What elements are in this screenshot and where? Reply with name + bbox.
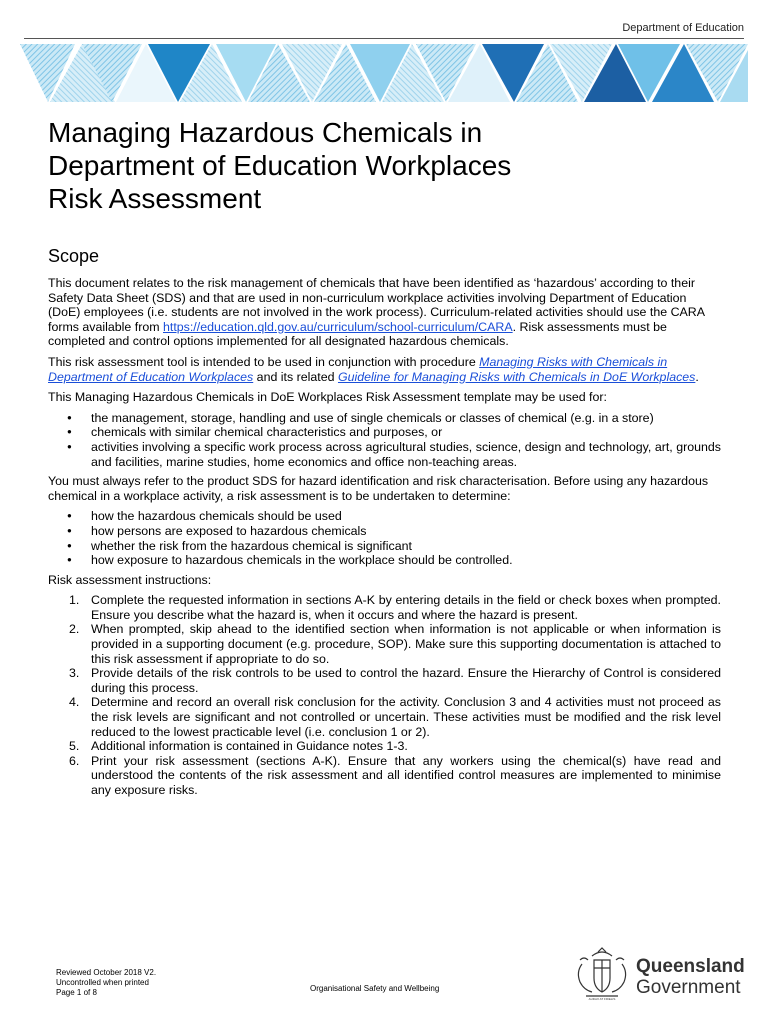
determine-list	[48, 509, 721, 567]
list-item: ● the management, storage, handling and use of single chemicals or classes of chemical (e.g. in a store)	[91, 411, 721, 426]
title-line-1: Managing Hazardous Chemicals in	[48, 117, 483, 148]
header-rule	[24, 38, 744, 39]
paragraph-template-use: This Managing Hazardous Chemicals in DoE Workplaces Risk Assessment template may be used for:	[48, 390, 607, 405]
paragraph-instructions-heading: Risk assessment instructions:	[48, 572, 212, 587]
instruction-item: 5. Additional information is contained in Guidance notes 1-3.	[69, 739, 408, 754]
instruction-item: 4. Determine and record an overall risk conclusion for the activity. Conclusion 3 and 4 activities must not proceed as the risk levels are significant and not controlled or uncertain. These activities must be modified and the risk level reduced to the lowest practicable level (i.e. conclusion 1 or 2).	[69, 695, 721, 739]
paragraph-tool-text-end: .	[695, 369, 699, 384]
list-item: ● how persons are exposed to hazardous chemicals	[91, 524, 721, 539]
list-item: ● how exposure to hazardous chemicals in the workplace should be controlled.	[91, 553, 721, 568]
list-item: ● how the hazardous chemicals should be used	[91, 509, 721, 524]
department-label: Department of Education	[622, 22, 744, 34]
instructions-list	[48, 593, 721, 797]
template-use-list	[48, 411, 721, 469]
footer-uncontrolled: Uncontrolled when printed	[56, 978, 149, 987]
queensland-government-wordmark	[636, 956, 745, 998]
paragraph-intro-text: This document relates to the risk management of chemicals that have been identified as ‘hazardous’ according to their Safety Data Sheet (SDS) and that are used in non-curriculum workplace activities involving Department of Education (DoE) employees (i.e. students are not involved in the work process). Curriculum-related activities should use the CARA forms available from	[48, 276, 705, 334]
svg-text:AUDAX AT FIDELIS: AUDAX AT FIDELIS	[588, 997, 616, 1001]
instruction-item: 6. Print your risk assessment (sections A-K). Ensure that any workers using the chemical(s) have read and understood the contents of the risk assessment and all identified control measures are implemented to minimise any exposure risks.	[69, 753, 721, 797]
footer-reviewed: Reviewed October 2018 V2.	[56, 968, 157, 977]
paragraph-tool-text-mid: and its related	[253, 369, 338, 384]
header-banner	[20, 44, 748, 104]
instruction-item: 3. Provide details of the risk controls to be used to control the hazard. Ensure the Hierarchy of Control is considered during this process.	[69, 666, 721, 695]
paragraph-sds: You must always refer to the product SDS for hazard identification and risk characterisation. Before using any hazardous chemical in a workplace activity, a risk assessment is to be undertaken to determine:	[48, 474, 709, 503]
list-item: ● whether the risk from the hazardous chemical is significant	[91, 539, 721, 554]
scope-heading: Scope	[48, 246, 100, 266]
list-item: ● activities involving a specific work process across agricultural studies, science, design and technology, art, grounds and facilities, marine studies, home economics and office non-teaching areas.	[91, 440, 721, 469]
title-line-2: Department of Education Workplaces	[48, 150, 512, 181]
paragraph-tool	[48, 355, 721, 384]
wordmark-line-1: Queensland	[636, 956, 745, 977]
queensland-crest-icon	[572, 946, 632, 1002]
paragraph-tool-text: This risk assessment tool is intended to be used in conjunction with procedure	[48, 354, 480, 369]
guideline-link[interactable]: Guideline for Managing Risks with Chemicals in DoE Workplaces	[337, 369, 696, 384]
document-title	[48, 116, 728, 215]
paragraph-intro	[48, 276, 721, 349]
instruction-item: 1. Complete the requested information in sections A-K by entering details in the field or check boxes when prompted. Ensure you describe what the hazard is, when it occurs and where the hazard is present.	[69, 593, 721, 622]
footer-metadata	[56, 968, 156, 998]
paragraph-intro-text-end: . Risk assessments must be completed and control options implemented for all designated hazardous chemicals.	[48, 319, 667, 349]
title-line-3: Risk Assessment	[48, 183, 262, 214]
procedure-link[interactable]: Managing Risks with Chemicals in Department of Education Workplaces	[48, 354, 668, 384]
list-item: ● chemicals with similar chemical characteristics and purposes, or	[91, 425, 721, 440]
footer-page-number: Page 1 of 8	[56, 988, 97, 997]
cara-link[interactable]: https://education.qld.gov.au/curriculum/school-curriculum/CARA	[163, 319, 513, 334]
document-body	[48, 276, 721, 798]
footer-organisation: Organisational Safety and Wellbeing	[310, 984, 440, 993]
instruction-item: 2. When prompted, skip ahead to the identified section when information is not applicable or when information is provided in a supporting document (e.g. procedure, SOP). Make sure this supporting documentation is attached to this risk assessment if appropriate to do so.	[69, 622, 721, 666]
wordmark-line-2: Government	[636, 977, 741, 998]
